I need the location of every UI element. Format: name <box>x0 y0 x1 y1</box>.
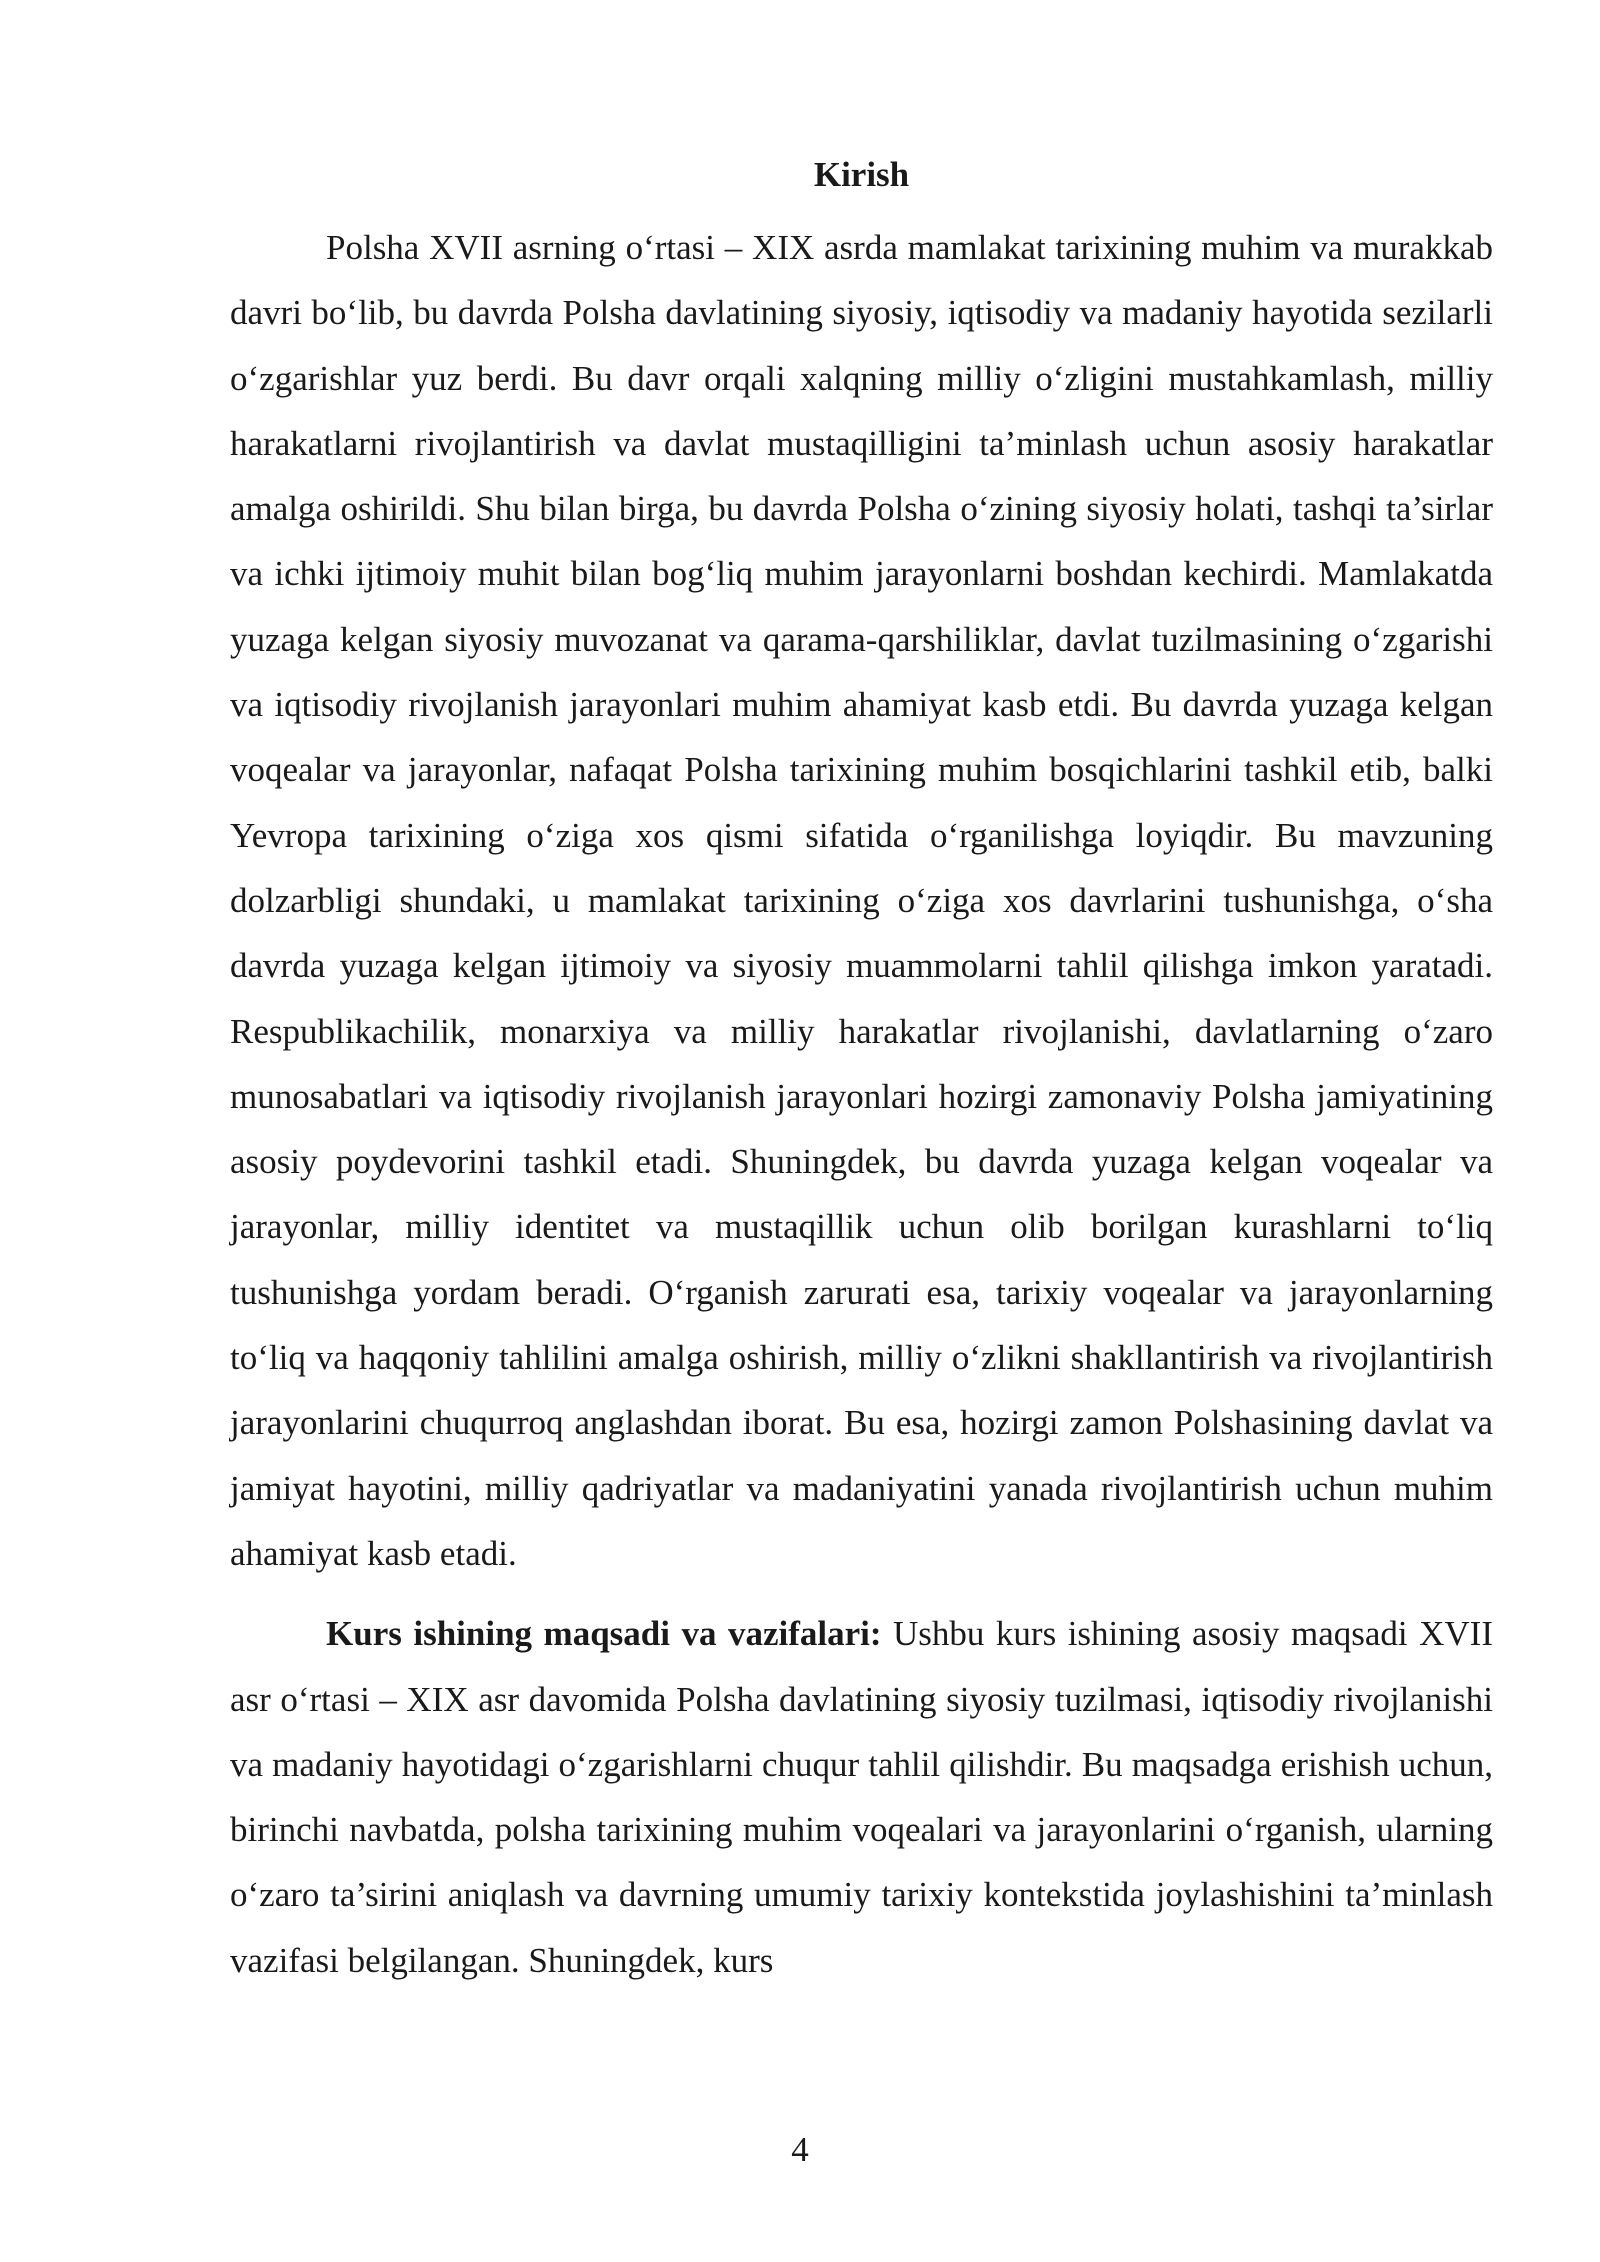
goals-paragraph <box>230 1601 1493 1993</box>
intro-paragraph: Polsha XVII asrning o‘rtasi – XIX asrda mamlakat tarixining muhim va murakkab davri bo‘lib, bu davrda Polsha davlatining siyosiy, iqtisodiy va madaniy hayotida sezilarli o‘zgarishlar yuz berdi. Bu davr orqali xalqning milliy o‘zligini mustahkamlash, milliy harakatlarni rivojlantirish va davlat mustaqilligini ta’minlash uchun asosiy harakatlar amalga oshirildi. Shu bilan birga, bu davrda Polsha o‘zining siyosiy holati, tashqi ta’sirlar va ichki ijtimoiy muhit bilan bog‘liq muhim jarayonlarni boshdan kechirdi. Mamlakatda yuzaga kelgan siyosiy muvozanat va qarama-qarshiliklar, davlat tuzilmasining o‘zgarishi va iqtisodiy rivojlanish jarayonlari muhim ahamiyat kasb etdi. Bu davrda yuzaga kelgan voqealar va jarayonlar, nafaqat Polsha tarixining muhim bosqichlarini tashkil etib, balki Yevropa tarixining o‘ziga xos qismi sifatida o‘rganilishga loyiqdir. Bu mavzuning dolzarbligi shundaki, u mamlakat tarixining o‘ziga xos davrlarini tushunishga, o‘sha davrda yuzaga kelgan ijtimoiy va siyosiy muammolarni tahlil qilishga imkon yaratadi. Respublikachilik, monarxiya va milliy harakatlar rivojlanishi, davlatlarning o‘zaro munosabatlari va iqtisodiy rivojlanish jarayonlari hozirgi zamonaviy Polsha jamiyatining asosiy poydevorini tashkil etadi. Shuningdek, bu davrda yuzaga kelgan voqealar va jarayonlar, milliy identitet va mustaqillik uchun olib borilgan kurashlarni to‘liq tushunishga yordam beradi. O‘rganish zarurati esa, tarixiy voqealar va jarayonlarning to‘liq va haqqoniy tahlilini amalga oshirish, milliy o‘zlikni shakllantirish va rivojlantirish jarayonlarini chuqurroq anglashdan iborat. Bu esa, hozirgi zamon Polshasining davlat va jamiyat hayotini, milliy qadriyatlar va madaniyatini yanada rivojlantirish uchun muhim ahamiyat kasb etadi. <box>230 228 1493 1573</box>
section-title: Kirish <box>813 155 910 194</box>
page-content <box>230 150 1493 1993</box>
goals-heading-inline: Kurs ishining maqsadi va vazifalari: <box>326 1614 882 1654</box>
goals-paragraph-text: Ushbu kurs ishining asosiy maqsadi XVII asr o‘rtasi – XIX asr davomida Polsha davlatining siyosiy tuzilmasi, iqtisodiy rivojlanishi va madaniy hayotidagi o‘zgarishlarni chuqur tahlil qilishdir. Bu maqsadga erishish uchun, birinchi navbatda, polsha tarixining muhim voqealari va jarayonlarini o‘rganish, ularning o‘zaro ta’sirini aniqlash va davrning umumiy tarixiy kontekstida joylashishini ta’minlash vazifasi belgilangan. Shuningdek, kurs <box>230 1614 1493 1980</box>
page-number: 4 <box>791 2130 809 2169</box>
